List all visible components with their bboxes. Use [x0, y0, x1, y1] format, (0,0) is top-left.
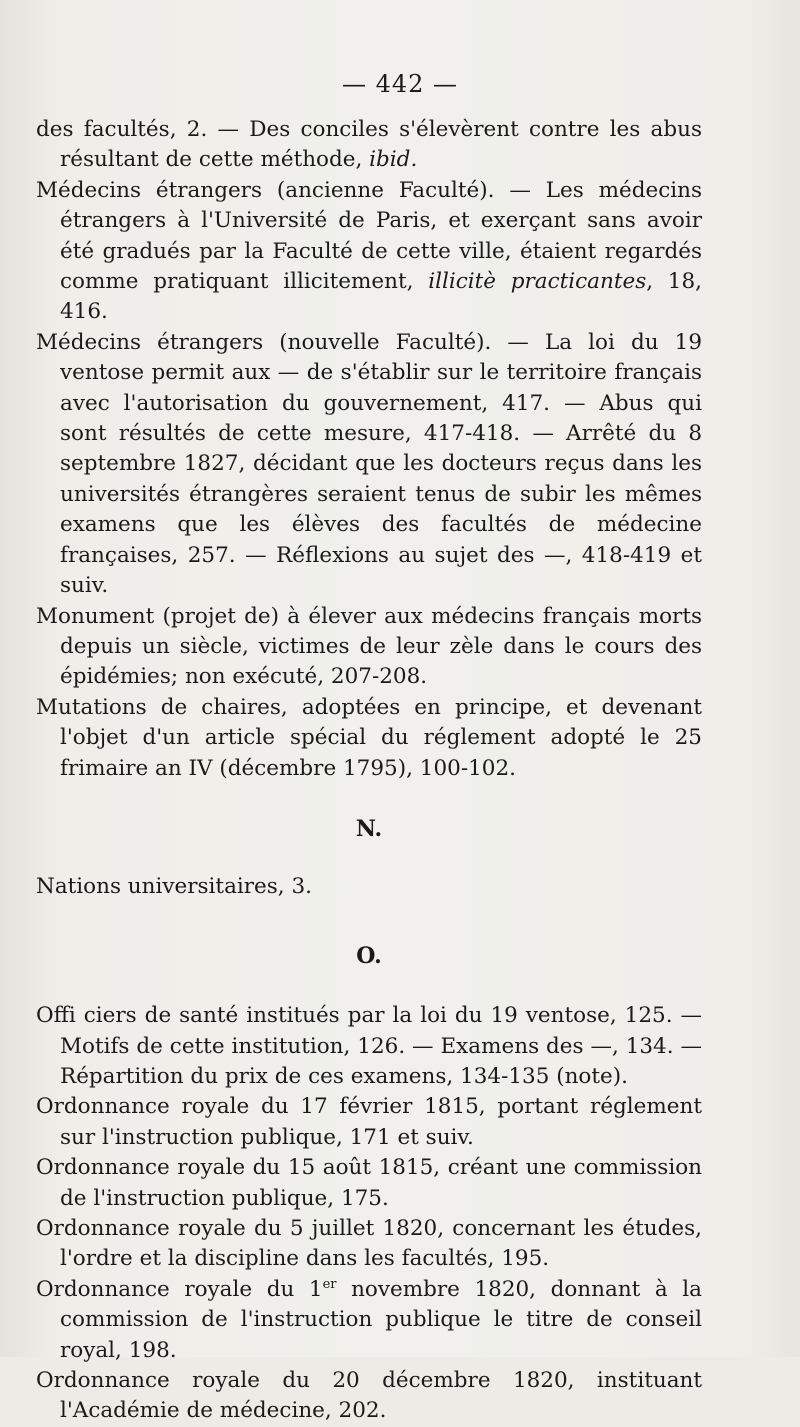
- entry-term: Monument (projet de): [36, 603, 280, 629]
- index-entry: [36, 176, 702, 328]
- entry-term: Ordonnance royale du 5 juillet 1820,: [36, 1216, 445, 1241]
- index-entry: [36, 872, 702, 902]
- entry-text: — La loi du 19 ventose permit aux — de s'établir sur le territoire français avec l'autorisation du gouvernement, 417. — Abus qui sont résultés de cette mesure, 417-418. — Arrêté du 8 septembre 1827, décidant que les docteurs reçus dans les universités étrangères seraient tenus de subir les mêmes examens que les élèves des facultés de médecine françaises, 257. — Réflexions au sujet des —, 418-419 et suiv.: [60, 329, 702, 599]
- entry-text: concernant les études, l'ordre et la discipline dans les facultés, 195.: [60, 1216, 702, 1272]
- index-entry: [36, 602, 702, 693]
- entry-text: instituant l'Académie de médecine, 202.: [60, 1368, 702, 1424]
- index-text: [36, 115, 702, 1427]
- entries-o: [36, 1001, 702, 1427]
- index-entry: [36, 328, 702, 602]
- entries-before-n: [36, 115, 702, 784]
- entry-term: Mutations de chaires,: [36, 694, 288, 720]
- index-entry: [36, 693, 702, 784]
- index-entry: [36, 115, 702, 176]
- index-entry: [36, 1214, 702, 1275]
- entries-n: [36, 872, 702, 902]
- section-heading-n: N.: [355, 815, 383, 842]
- index-entry: [36, 1366, 702, 1427]
- entry-term: Ordonnance royale du 1: [36, 1276, 323, 1302]
- index-entry: [36, 1153, 702, 1214]
- entry-tail: , 18, 416.: [60, 269, 702, 325]
- entry-text: adoptées en principe, et devenant l'objet d'un article spécial du réglement adopté le 25 frimaire an IV (décembre 1795), 100-102.: [60, 694, 702, 781]
- entry-text: donnant à la commission de l'instruction publique le titre de conseil royal, 198.: [60, 1276, 702, 1363]
- entry-term2: novembre 1820,: [336, 1276, 537, 1302]
- entry-term: Offi ciers de santé: [36, 1003, 239, 1029]
- section-heading-o: O.: [356, 942, 382, 969]
- entry-term: Nations universitaires,: [36, 874, 285, 900]
- entry-text: à élever aux médecins français morts depuis un siècle, victimes de leur zèle dans le cours des épidémies; non exécuté, 207-208.: [60, 603, 702, 690]
- entry-term: Ordonnance royale du 17 février 1815,: [36, 1094, 486, 1120]
- entry-term: Médecins étrangers (ancienne Faculté).: [36, 177, 495, 203]
- entry-term: Ordonnance royale du 15 août 1815,: [36, 1155, 441, 1181]
- entry-term: Ordonnance royale du 20 décembre 1820,: [36, 1368, 575, 1394]
- entry-text: portant réglement sur l'instruction publique, 171 et suiv.: [60, 1094, 702, 1150]
- index-entry: [36, 1092, 702, 1153]
- page-number: — 442 —: [341, 70, 459, 98]
- entry-text: créant une commission de l'instruction publique, 175.: [60, 1155, 702, 1211]
- entry-text: 3.: [284, 874, 312, 900]
- entry-sup: er: [322, 1276, 337, 1292]
- entry-italic: ibid.: [369, 147, 418, 173]
- index-entry: [36, 1275, 702, 1366]
- entry-italic: illicitè practicantes: [428, 269, 647, 295]
- entry-text: institués par la loi du 19 ventose, 125. — Motifs de cette institution, 126. — Examens des —, 134. — Répartition du prix de ces examens, 134-135 (note).: [60, 1003, 703, 1089]
- entry-text: — Les médecins étrangers à l'Université de Paris, et exerçant sans avoir été gradués par la Faculté de cette ville, étaient regardés comme pratiquant illicitement,: [60, 177, 702, 295]
- index-entry: [36, 1001, 702, 1092]
- entry-term: Médecins étrangers (nouvelle Faculté).: [36, 329, 492, 355]
- entry-text: des facultés, 2. — Des conciles s'élevèrent contre les abus résultant de cette méthode,: [36, 117, 702, 173]
